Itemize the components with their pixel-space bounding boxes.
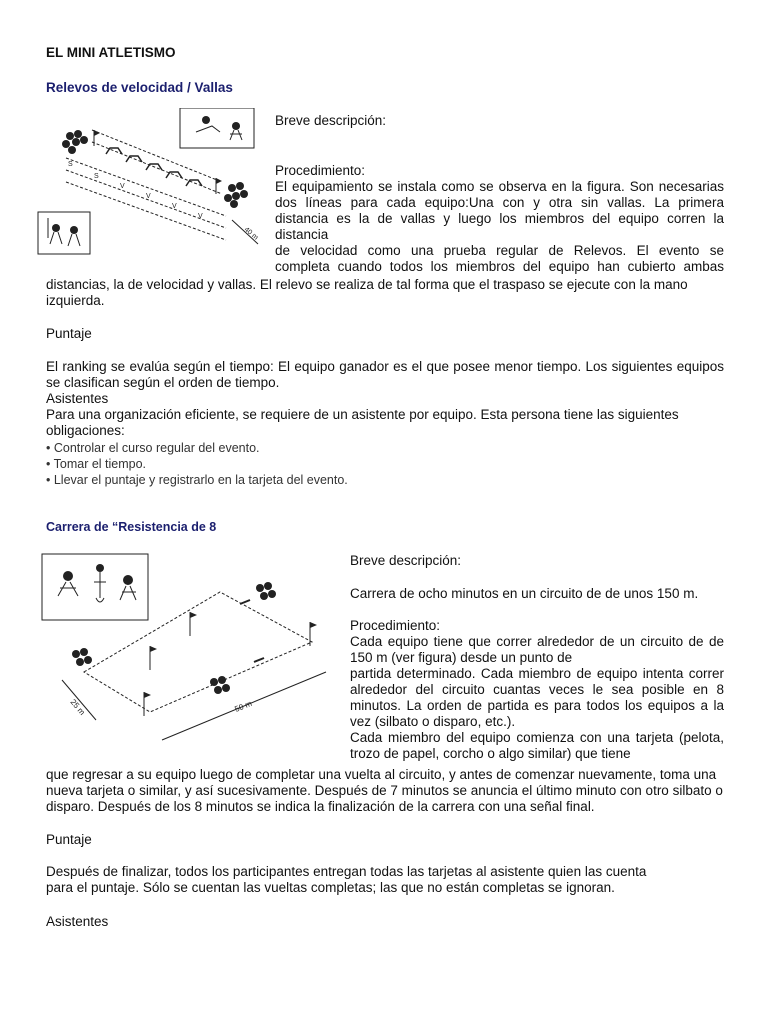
lane-label: S [94,173,99,180]
text-line: dos líneas para cada equipo:Una con y otra sin vallas. La primera [275,195,724,210]
text-line: El equipamiento se instala como se observa en la figura. Son necesarias [275,179,724,194]
section2-proc-column [350,634,724,762]
lane-label: V [146,193,151,200]
text-line: Cada miembro del equipo comienza con una tarjeta (pelota, [350,730,724,745]
section2-proc-label: Procedimiento: [350,618,441,633]
section1-heading: Relevos de velocidad / Vallas [46,80,233,95]
section1-breve-label: Breve descripción: [275,113,387,128]
section2-puntaje-label: Puntaje [46,832,92,847]
text-line: minutos. La orden de partida es para todos los equipos a la [350,698,724,713]
section2-heading: Carrera de “Resistencia de 8 [46,520,217,534]
section1-puntaje-label: Puntaje [46,326,92,341]
section1-puntaje-text: El ranking se evalúa según el tiempo: El equipo ganador es el que posee menor tiempo. Los siguientes equipos se clasifican según el orden de tiempo. [46,359,724,390]
section1-asistentes-text: Para una organización eficiente, se requiere de un asistente por equipo. Esta persona tiene las siguientes obligaciones: [46,407,679,438]
dimension-label: 40 m [242,226,260,242]
text-line: Cada equipo tiene que correr alrededor de un circuito de de [350,634,724,649]
lane-label: V [198,213,203,220]
dimension-short: 25 m [68,697,87,717]
text-line: distancia es la de vallas y luego los miembros del equipo corren la [275,211,724,226]
relay-figure [36,108,272,258]
list-item: • Llevar el puntaje y registrarlo en la tarjeta del evento. [46,473,348,487]
section1-proc-column [275,179,724,275]
text-line: trozo de papel, corcho o algo similar) que tiene [350,746,631,761]
lane-label: S [68,161,73,168]
section2-proc-continued: que regresar a su equipo luego de completar una vuelta al circuito, y antes de comenzar nuevamente, toma una nueva tarjeta o similar, y así sucesivamente. Después de 7 minutos se anuncia el último minuto con otro silbato o disparo. Después de los 8 minutos se indica la finalización de la carrera con una señal final. [46,767,723,814]
section2-breve-label: Breve descripción: [350,553,462,568]
obligations-list [46,440,348,488]
dimension-long: 50 m [233,698,254,714]
lane-label: V [172,203,177,210]
list-item: • Controlar el curso regular del evento. [46,441,260,455]
text-line: completa cuando todos los miembros del equipo han cubierto ambas [275,259,724,274]
text-line: alrededor del circuito cuantas veces le sea posible en 8 [350,682,724,697]
section1-proc-continued: distancias, la de velocidad y vallas. El relevo se realiza de tal forma que el traspaso se ejecute con la mano izquierda. [46,277,688,308]
text-line: partida determinado. Cada miembro de equipo intenta correr [350,666,724,681]
section2-breve-text: Carrera de ocho minutos en un circuito de de unos 150 m. [350,586,699,601]
section2-puntaje-text [46,864,724,896]
text-line: vez (silbato o disparo, etc.). [350,714,516,729]
circuit-figure [40,552,340,752]
lane-label: V [120,183,125,190]
text-line: Después de finalizar, todos los participantes entregan todas las tarjetas al asistente quien las cuenta [46,864,647,879]
section1-proc-label: Procedimiento: [275,163,366,178]
list-item: • Tomar el tiempo. [46,457,147,471]
text-line: para el puntaje. Sólo se cuentan las vueltas completas; las que no están completas se ignoran. [46,880,615,895]
text-line: de velocidad como una prueba regular de Relevos. El evento se [275,243,724,258]
section1-asistentes-label: Asistentes [46,391,109,406]
text-line: 150 m (ver figura) desde un punto de [350,650,573,665]
section2-asistentes-label: Asistentes [46,914,109,929]
document-title: EL MINI ATLETISMO [46,45,176,60]
text-line: distancia [275,227,329,242]
